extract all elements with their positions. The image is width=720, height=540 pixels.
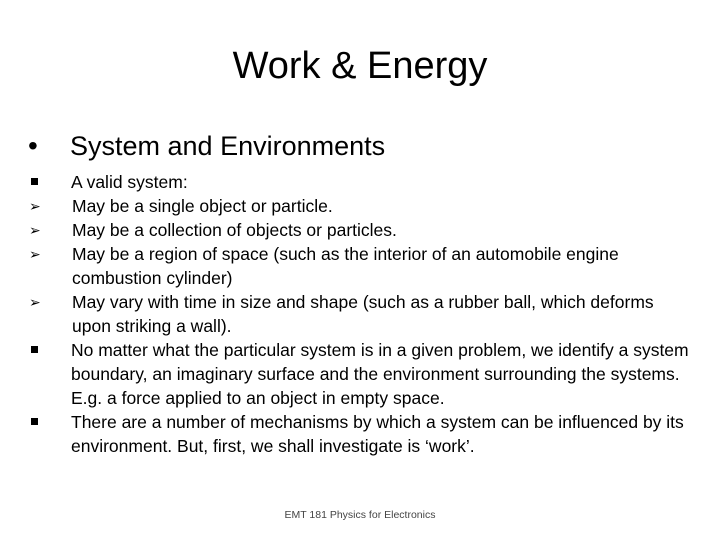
arrow-bullet-icon: ➢ [29,294,41,310]
list-item-text: May be a single object or particle. [72,196,333,216]
section-heading-text: System and Environments [70,131,386,161]
list-item-text: May be a collection of objects or particles. [72,220,397,240]
slide-footer [0,508,720,522]
square-bullet-icon [28,338,71,362]
list-item-text: No matter what the particular system is in a given problem, we identify a system boundary, an imaginary surface and the environment surrounding the systems. E.g. a force applied to an object in empty space. [71,340,689,408]
list-item-text: There are a number of mechanisms by which a system can be influenced by its environment. But, first, we shall investigate is ‘work’. [71,412,684,456]
list-item [28,338,693,410]
list-item-text: A valid system: [71,172,188,192]
bullet-icon: • [28,130,38,161]
square-bullet-icon [28,410,71,434]
list-item [28,170,693,194]
list-item [28,242,693,290]
bullet-list [28,170,693,458]
footer-text: EMT 181 Physics for Electronics [284,509,436,521]
arrow-bullet-icon: ➢ [29,198,41,214]
arrow-bullet-icon: ➢ [29,222,41,238]
list-item-text: May vary with time in size and shape (such as a rubber ball, which deforms upon striking a wall). [72,292,654,336]
list-item [28,218,693,242]
section-heading [28,128,698,164]
list-item [28,410,693,458]
list-item-text: May be a region of space (such as the interior of an automobile engine combustion cylinder) [72,244,619,288]
square-bullet-icon [28,170,71,194]
arrow-bullet-icon: ➢ [29,246,41,262]
slide-title: Work & Energy [232,45,488,87]
list-item [28,194,693,218]
list-item [28,290,693,338]
